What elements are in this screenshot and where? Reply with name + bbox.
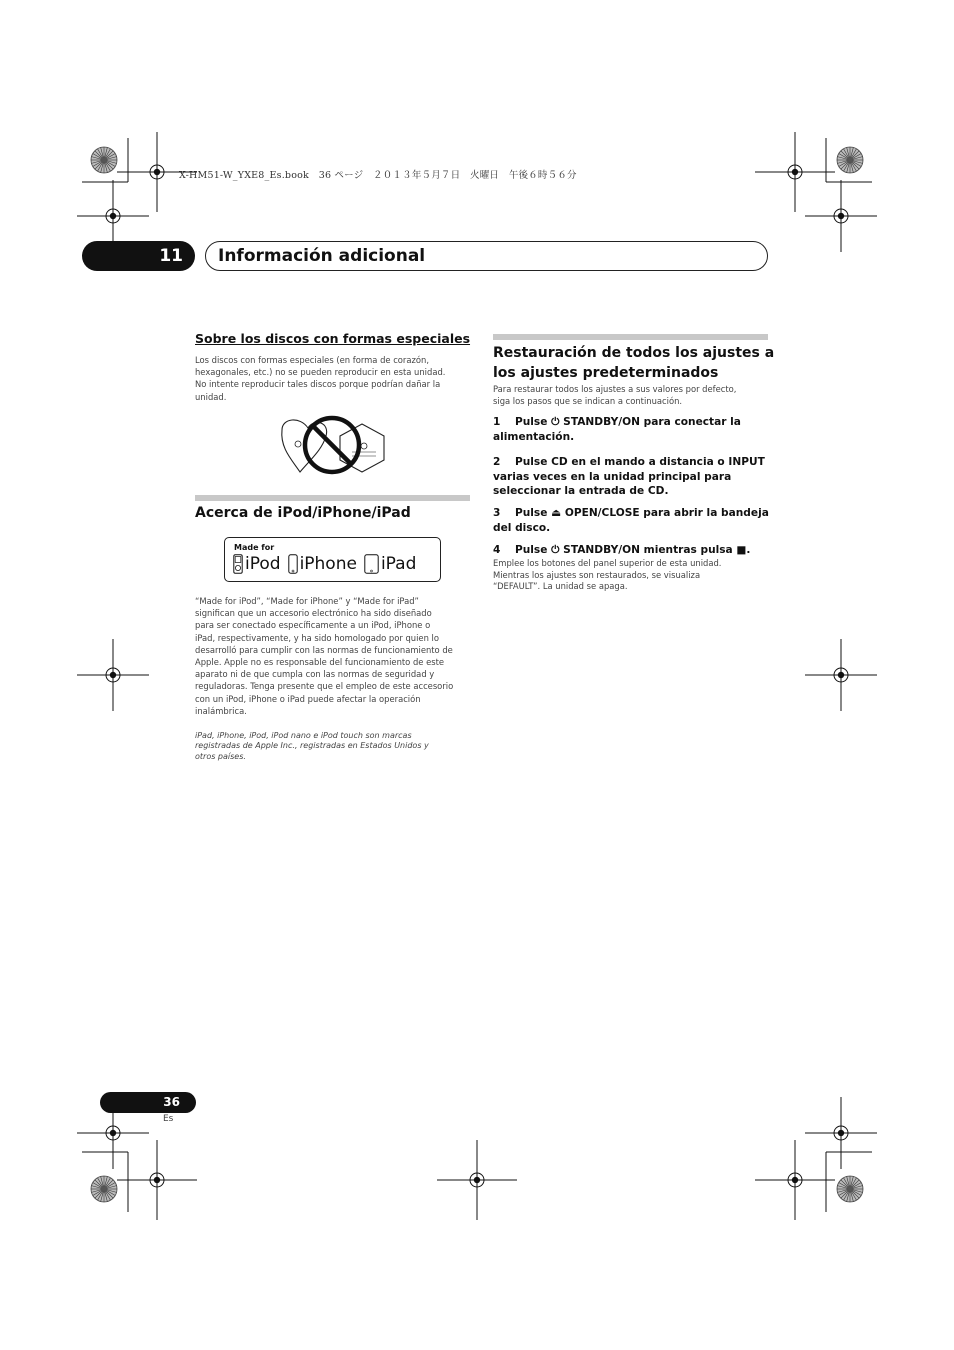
color-target bbox=[837, 147, 863, 173]
made-for-label: Made for bbox=[234, 543, 275, 552]
ipad-icon bbox=[364, 554, 379, 574]
registration-mark bbox=[77, 639, 149, 711]
trademark-note: iPad, iPhone, iPod, iPod nano e iPod touch son marcas registradas de Apple Inc., registradas en Estados Unidos y otros países. bbox=[195, 731, 429, 761]
chapter-number: 11 bbox=[82, 241, 195, 271]
page-language: Es bbox=[163, 1114, 174, 1124]
step-2: 2 Pulse CD en el mando a distancia o INPUT varias veces en la unidad principal para seleccionar la entrada de CD. bbox=[493, 456, 765, 497]
reset-intro: Para restaurar todos los ajustes a sus valores por defecto, siga los pasos que se indican a continuación. bbox=[493, 384, 737, 406]
color-target bbox=[91, 1176, 117, 1202]
registration-mark bbox=[755, 132, 835, 212]
print-header: X-HM51-W_YXE8_Es.book 36 ページ ２０１３年５月７日 火曜日 午後６時５６分 bbox=[179, 170, 577, 181]
registration-mark bbox=[117, 1140, 197, 1220]
section-divider bbox=[493, 334, 768, 340]
iphone-icon bbox=[288, 554, 298, 574]
color-target bbox=[91, 147, 117, 173]
step-3: 3 Pulse ⏏ OPEN/CLOSE para abrir la bandeja del disco. bbox=[493, 507, 769, 534]
ipad-label: iPad bbox=[380, 554, 417, 574]
registration-mark bbox=[437, 1140, 517, 1220]
color-target bbox=[837, 1176, 863, 1202]
made-for-badge bbox=[224, 537, 441, 582]
special-discs-text: Los discos con formas especiales (en forma de corazón, hexagonales, etc.) no se pueden reproducir en esta unidad. No intente reproducir tales discos porque podrían dañar la unidad. bbox=[195, 355, 446, 402]
registration-mark bbox=[755, 1140, 835, 1220]
step-4: 4 Pulse ⏻ STANDBY/ON mientras pulsa ■. bbox=[493, 544, 751, 556]
made-for-description: “Made for iPod”, “Made for iPhone” y “Made for iPad” significan que un accesorio electrónico ha sido diseñado para ser conectado específicamente a un iPod, iPhone o iPad, respectivamente, y ha sido homologado por quien lo desarrolló para cumplir con las normas de funcionamiento de Apple. Apple no es responsable del funcionamiento de este aparato ni de que cumpla con las normas de seguridad y reguladoras. Tenga presente que el empleo de este accesorio con un iPod, iPhone o iPad puede afectar la operación inalámbrica. bbox=[195, 596, 454, 716]
no-special-discs-illustration bbox=[278, 414, 388, 476]
iphone-label: iPhone bbox=[299, 554, 357, 574]
special-discs-heading: Sobre los discos con formas especiales bbox=[195, 331, 471, 346]
page-number: 36 bbox=[100, 1092, 196, 1113]
chapter-title: Información adicional bbox=[205, 241, 768, 271]
section-divider bbox=[195, 495, 470, 501]
ipod-label: iPod bbox=[245, 554, 281, 574]
ipod-heading: Acerca de iPod/iPhone/iPad bbox=[195, 505, 411, 521]
registration-mark bbox=[805, 180, 877, 252]
registration-mark bbox=[805, 639, 877, 711]
ipod-icon bbox=[233, 554, 243, 574]
reset-heading: Restauración de todos los ajustes a los ajustes predeterminados bbox=[493, 345, 775, 381]
step-1: 1 Pulse ⏻ STANDBY/ON para conectar la alimentación. bbox=[493, 416, 741, 443]
step-4-note: Emplee los botones del panel superior de esta unidad. Mientras los ajustes son restaurados, se visualiza “DEFAULT”. La unidad se apaga. bbox=[493, 558, 722, 591]
registration-mark bbox=[805, 1097, 877, 1169]
